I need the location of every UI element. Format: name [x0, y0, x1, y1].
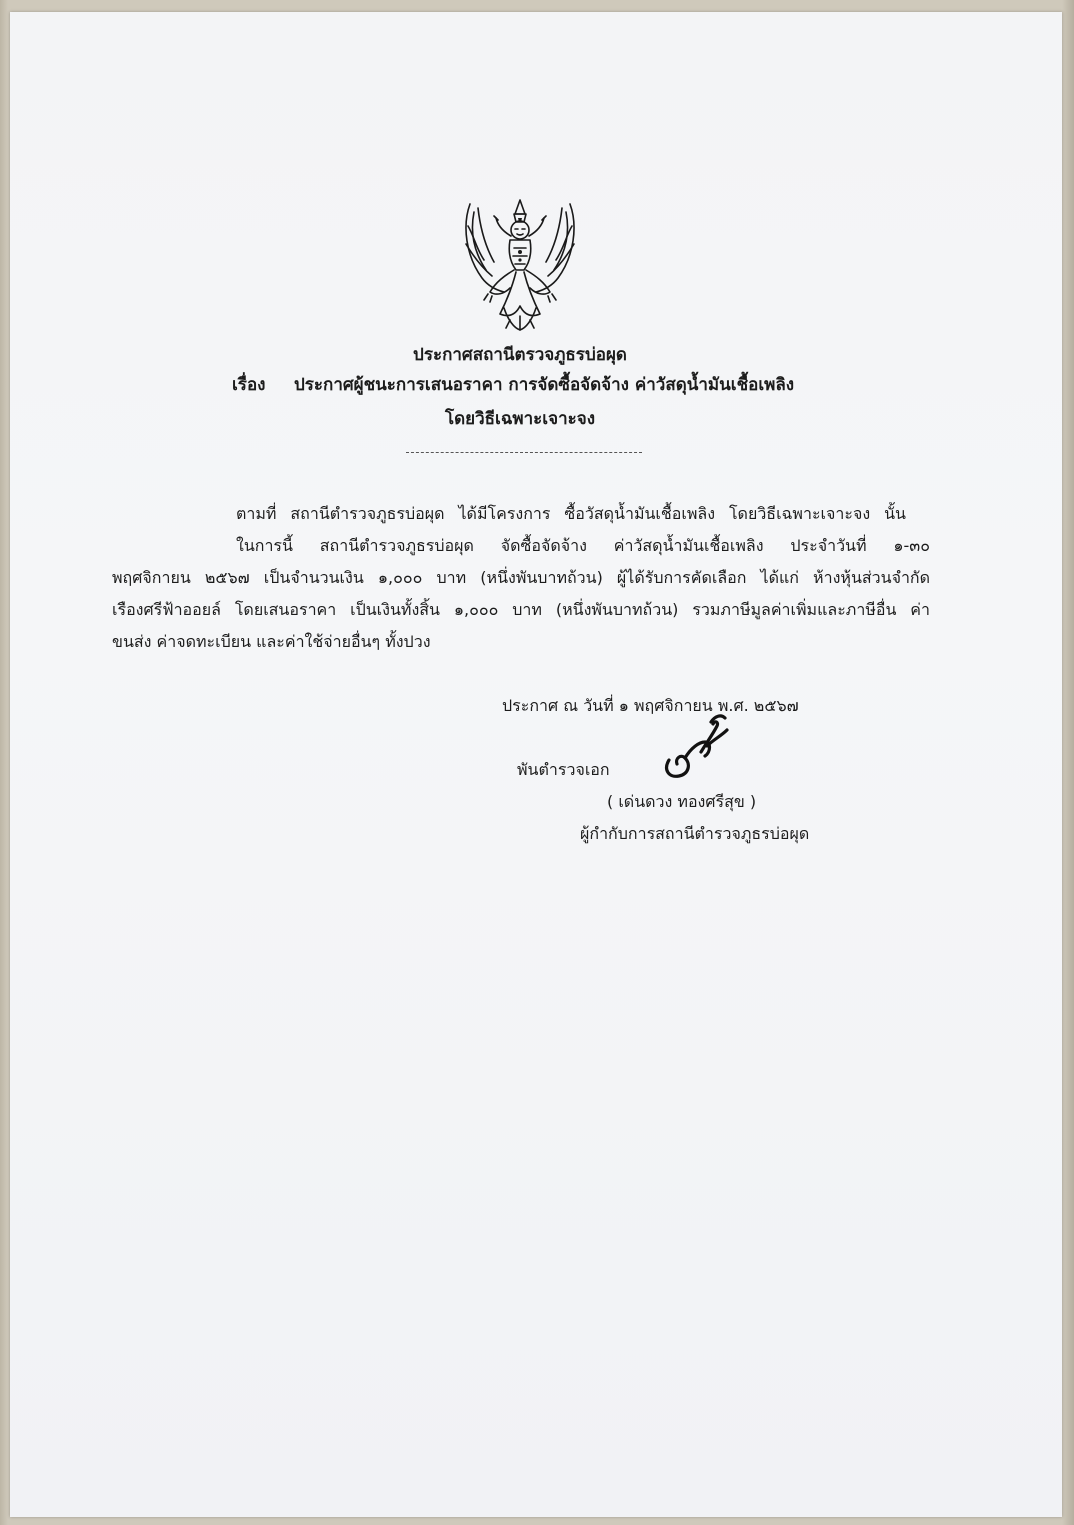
announce-date: ประกาศ ณ วันที่ ๑ พฤศจิกายน พ.ศ. ๒๕๖๗	[502, 696, 799, 715]
heading-divider	[406, 452, 642, 453]
subject-label: เรื่อง	[232, 375, 266, 395]
subject-line-1: ประกาศผู้ชนะการเสนอราคา การจัดซื้อจัดจ้าง ค่าวัสดุน้ำมันเชื้อเพลิง	[294, 375, 795, 395]
body-line-2: ในการนี้ สถานีตำรวจภูธรบ่อผุด จัดซื้อจัดจ้าง ค่าวัสดุน้ำมันเชื้อเพลิง ประจำวันที่ ๑-๓๐	[236, 536, 930, 555]
body-line-5: ขนส่ง ค่าจดทะเบียน และค่าใช้จ่ายอื่นๆ ทั้งปวง	[112, 632, 431, 651]
body-line-1: ตามที่ สถานีตำรวจภูธรบ่อผุด ได้มีโครงการ ซื้อวัสดุน้ำมันเชื้อเพลิง โดยวิธีเฉพาะเจาะจง นั้น	[236, 504, 906, 523]
signer-rank: พันตำรวจเอก	[517, 760, 610, 779]
subject-row	[232, 373, 794, 397]
announcer-heading: ประกาศสถานีตรวจภูธรบ่อผุด	[413, 345, 627, 365]
subject-line-2: โดยวิธีเฉพาะเจาะจง	[444, 409, 596, 429]
body-line-3: พฤศจิกายน ๒๕๖๗ เป็นจำนวนเงิน ๑,๐๐๐ บาท (หนึ่งพันบาทถ้วน) ผู้ได้รับการคัดเลือก ได้แก่ ห้างหุ้นส่วนจำกัด	[112, 568, 930, 587]
garuda-emblem-icon	[460, 196, 580, 334]
signer-name: ( เด่นดวง ทองศรีสุข )	[607, 792, 757, 811]
signer-position: ผู้กำกับการสถานีตำรวจภูธรบ่อผุด	[580, 824, 810, 843]
body-line-4: เรืองศรีฟ้าออยล์ โดยเสนอราคา เป็นเงินทั้งสิ้น ๑,๐๐๐ บาท (หนึ่งพันบาทถ้วน) รวมภาษีมูลค่าเพิ่มและภาษีอื่น ค่า	[112, 600, 930, 619]
handwritten-signature	[655, 712, 735, 782]
